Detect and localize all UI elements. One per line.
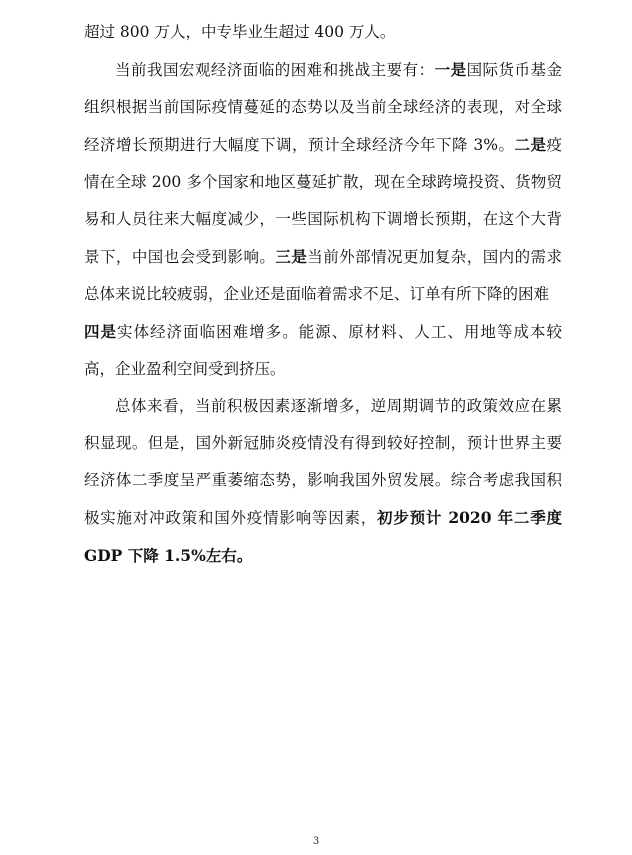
body-text [84, 14, 562, 575]
page-number: 3 [312, 836, 320, 847]
paragraph-1 [84, 14, 562, 51]
paragraph-1-text: 超过 800 万人，中专毕业生超过 400 万人。 [84, 23, 396, 41]
paragraph-3-text: 总体来看，当前积极因素逐渐增多，逆周期调节的政策效应在累积显现。但是，国外新冠肺炎疫情没有得到较好控制，预计世界主要经济体二季度呈严重萎缩态势，影响我国外贸发展。综合考虑我国积极实施对冲政策和国外疫情影响等因素， [84, 397, 562, 527]
point-one-text: 国际货币基金组织根据当前国际疫情蔓延的态势以及当前全球经济的表现，对全球经济增长预期进行大幅度下调，预计全球经济今年下降 3%。 [84, 61, 562, 154]
point-four-label: 四是 [84, 322, 118, 341]
point-three-label: 三是 [275, 247, 308, 266]
paragraph-3 [84, 388, 562, 575]
paragraph-2 [84, 51, 562, 388]
gdp-forecast: 初步预计 2020 年二季度 GDP 下降 1.5%左右。 [84, 508, 562, 565]
point-three-text: 当前外部情况更加复杂，国内的需求总体来说比较疲弱，企业还是面临着需求不足、订单有所下降的困难 [84, 248, 562, 303]
point-two-label: 二是 [514, 135, 547, 154]
paragraph-2-intro: 当前我国宏观经济面临的困难和挑战主要有： [115, 61, 435, 79]
point-four-text: 实体经济面临困难增多。能源、原材料、人工、用地等成本较高，企业盈利空间受到挤压。 [84, 323, 562, 378]
point-one-label: 一是 [434, 60, 467, 79]
point-two-text: 疫情在全球 200 多个国家和地区蔓延扩散，现在全球跨境投资、货物贸易和人员往来大幅度减少，一些国际机构下调增长预期，在这个大背景下，中国也会受到影响。 [84, 136, 562, 266]
